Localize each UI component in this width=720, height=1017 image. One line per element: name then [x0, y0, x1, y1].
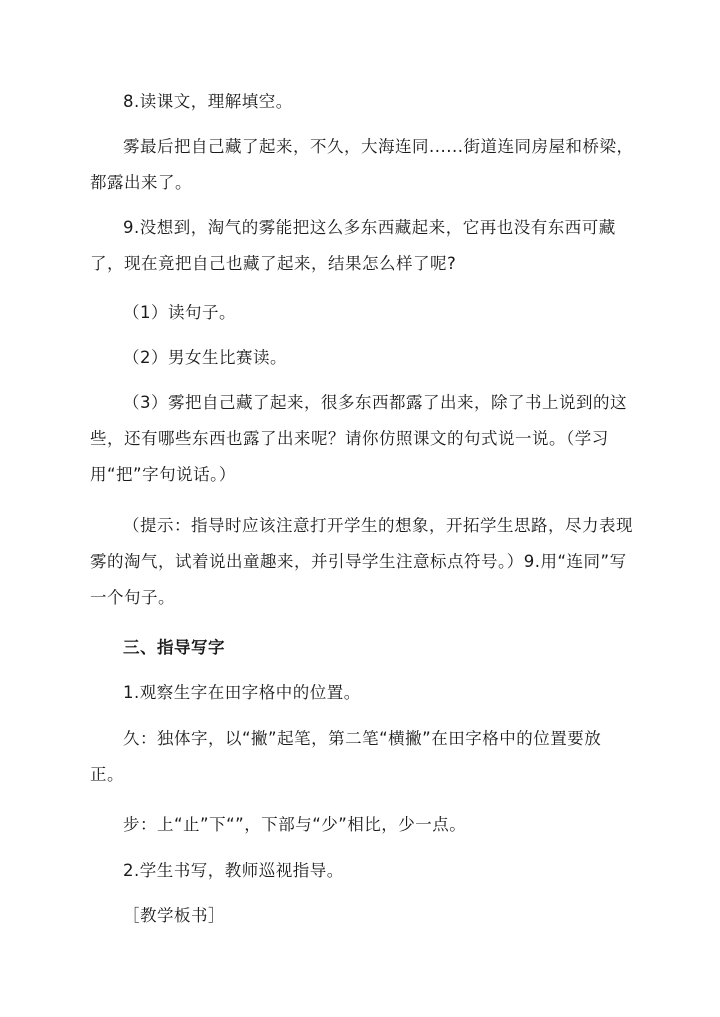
paragraph-item-8-heading: 8.读课文，理解填空。: [123, 92, 293, 111]
paragraph-character-jiu: 久：独体字，以“撇”起笔，第二笔“横撇”在田字格中的位置要放正。: [90, 729, 602, 784]
paragraph-step-3-imitate: （3）雾把自己藏了起来，很多东西都露了出来，除了书上说到的这些，还有哪些东西也露了出来呢？请你仿照课文的句式说一说。（学习用“把”字句说话。）: [90, 393, 627, 484]
section-heading-writing: 三、指导写字: [123, 638, 225, 657]
paragraph-board-writing: ［教学板书］: [123, 906, 225, 925]
paragraph-step-2-compete: （2）男女生比赛读。: [123, 348, 287, 367]
paragraph-observe-characters: 1.观察生字在田字格中的位置。: [123, 683, 361, 702]
paragraph-teaching-tip: （提示：指导时应该注意打开学生的想象，开拓学生思路，尽力表现雾的淘气，试着说出童趣来，并引导学生注意标点符号。）9.用“连同”写一个句子。: [90, 516, 633, 607]
paragraph-fog-hides-itself: 雾最后把自己藏了起来，不久，大海连同......街道连同房屋和桥梁，都露出来了。: [90, 137, 634, 192]
paragraph-item-9-question: 9.没想到，淘气的雾能把这么多东西藏起来，它再也没有东西可藏了，现在竟把自己也藏了起来，结果怎么样了呢?: [90, 218, 616, 273]
paragraph-students-write: 2.学生书写，教师巡视指导。: [123, 861, 344, 880]
paragraph-character-bu: 步：上“止”下“”，下部与“少”相比，少一点。: [123, 815, 467, 834]
paragraph-step-1-read: （1）读句子。: [123, 303, 236, 322]
